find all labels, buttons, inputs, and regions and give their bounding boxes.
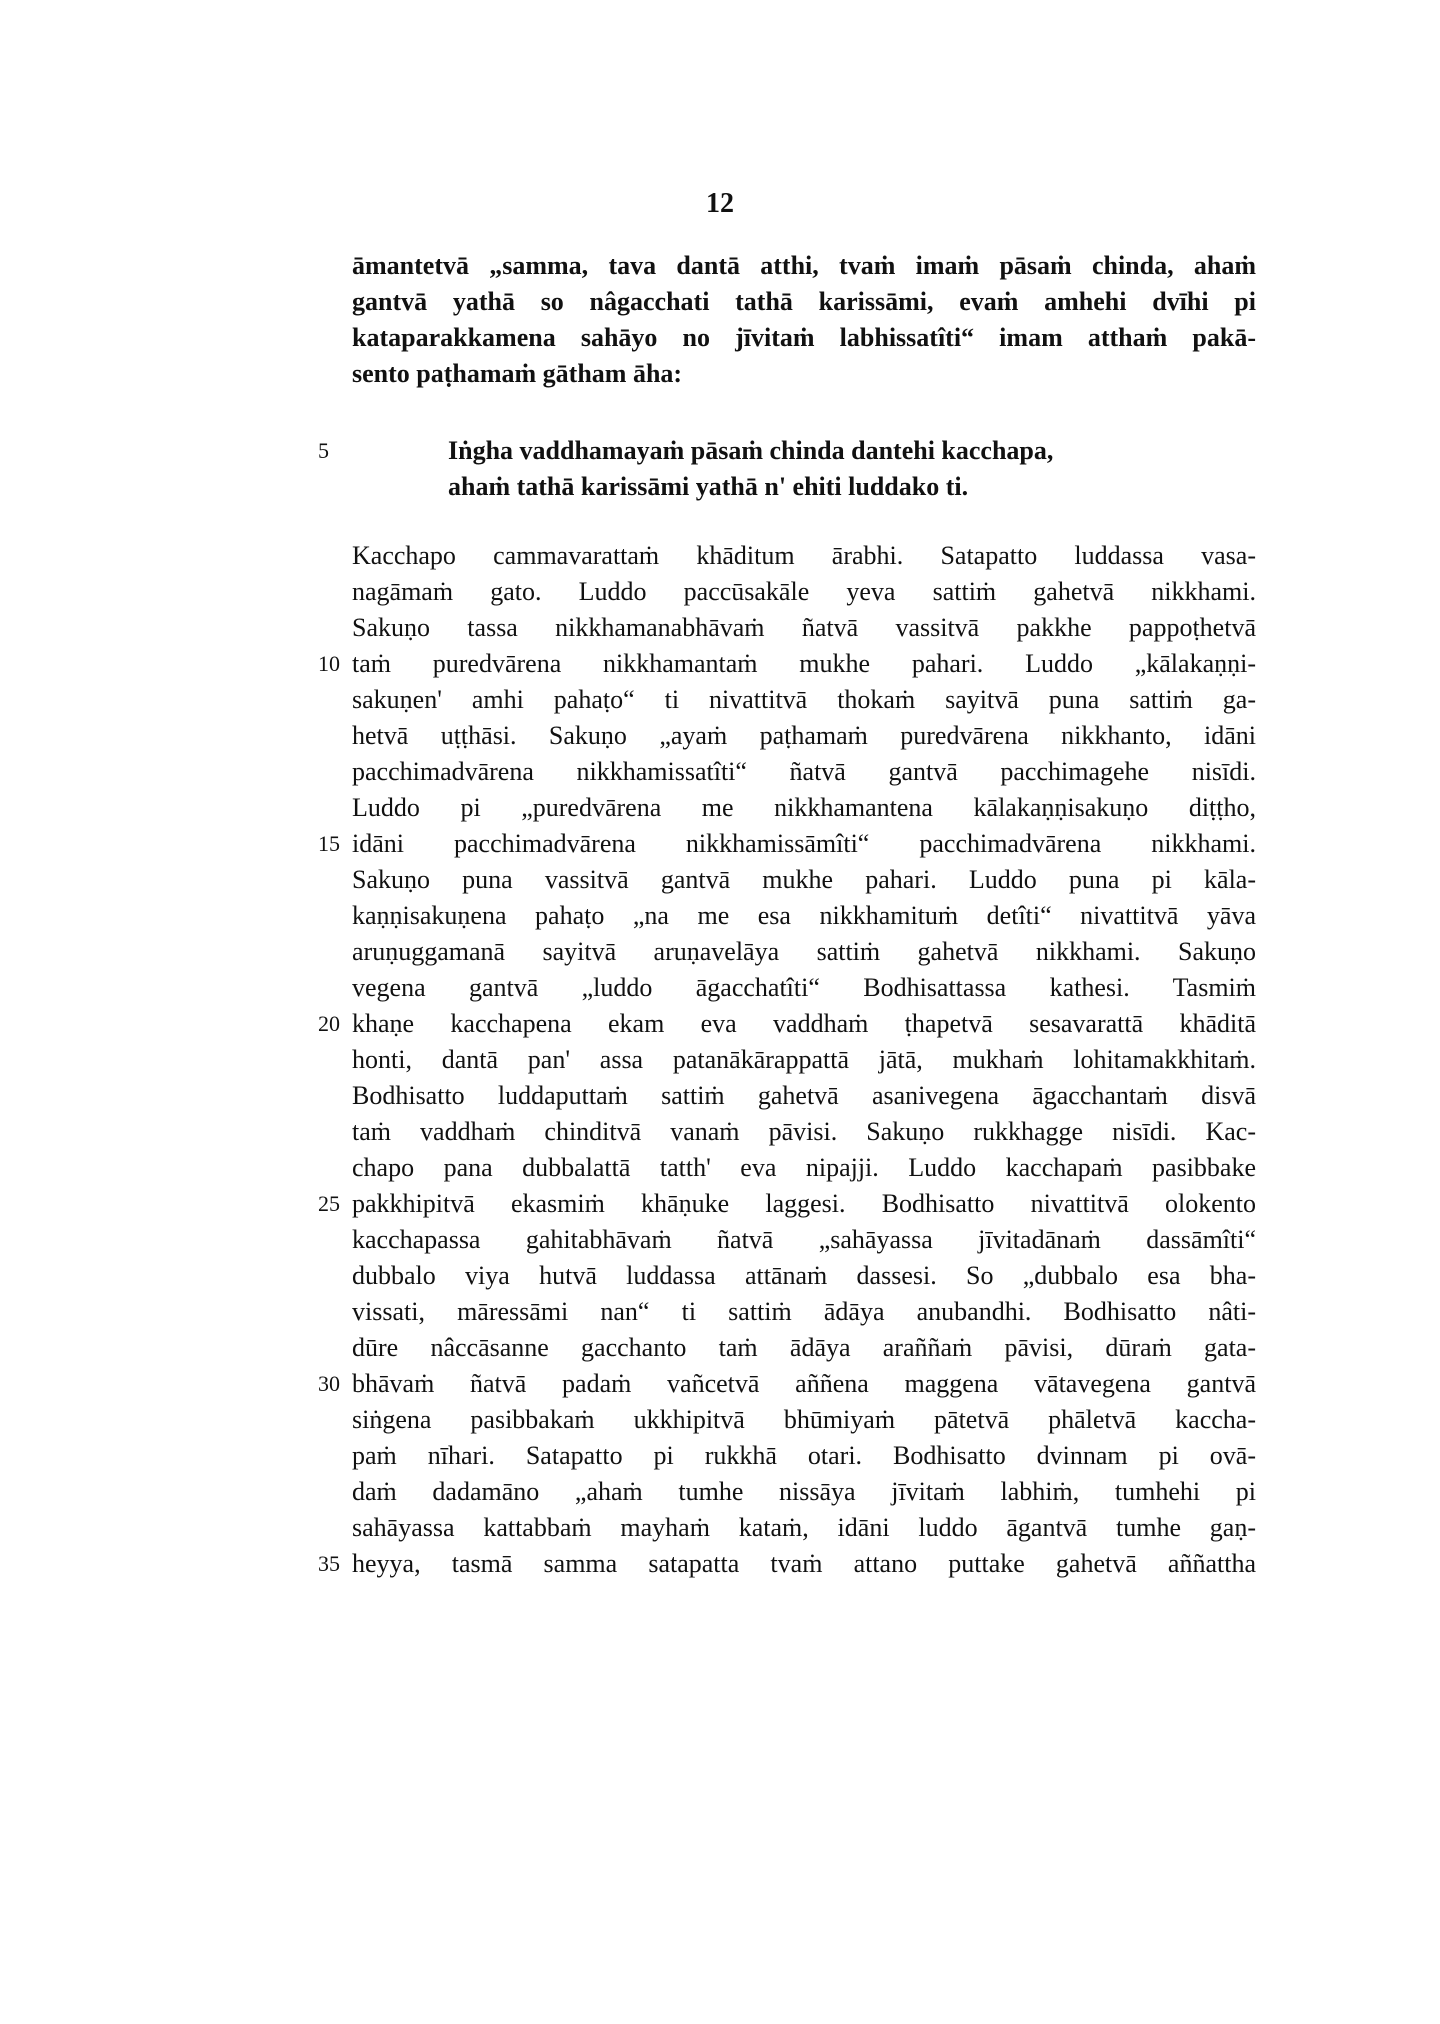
text-line: Luddo pi „puredvārena me nikkhamantena kālakaṇṇisakuṇo diṭṭho,	[352, 793, 1256, 822]
text-line: dubbalo viya hutvā luddassa attānaṁ dassesi. So „dubbalo esa bha-	[352, 1261, 1256, 1290]
main-paragraph	[352, 538, 1256, 1582]
page-number: 12	[706, 188, 734, 219]
intro-paragraph	[352, 248, 1256, 392]
text-line: kacchapassa gahitabhāvaṁ ñatvā „sahāyassa jīvitadānaṁ dassāmîti“	[352, 1225, 1256, 1254]
text-line: aruṇuggamanā sayitvā aruṇavelāya sattiṁ gahetvā nikkhami. Sakuṇo	[352, 937, 1256, 966]
text-line: pakkhipitvā ekasmiṁ khāṇuke laggesi. Bodhisatto nivattitvā olokento	[352, 1189, 1256, 1218]
line-number-10: 10	[318, 651, 340, 676]
text-line: Kacchapo cammavarattaṁ khāditum ārabhi. Satapatto luddassa vasa-	[352, 541, 1256, 570]
text-line: khaṇe kacchapena ekam eva vaddhaṁ ṭhapetvā sesavarattā khāditā	[352, 1009, 1256, 1038]
text-line: hetvā uṭṭhāsi. Sakuṇo „ayaṁ paṭhamaṁ puredvārena nikkhanto, idāni	[352, 721, 1256, 750]
verse-line: ahaṁ tathā karissāmi yathā n' ehiti luddako ti.	[448, 472, 969, 501]
text-line: heyya, tasmā samma satapatta tvaṁ attano puttake gahetvā aññattha	[352, 1549, 1256, 1578]
text-line: sakuṇen' amhi pahaṭo“ ti nivattitvā thokaṁ sayitvā puna sattiṁ ga-	[352, 685, 1256, 714]
text-line: bhāvaṁ ñatvā padaṁ vañcetvā aññena maggena vātavegena gantvā	[352, 1369, 1256, 1398]
text-line: pacchimadvārena nikkhamissatîti“ ñatvā gantvā pacchimagehe nisīdi.	[352, 757, 1256, 786]
text-line: kataparakkamena sahāyo no jīvitaṁ labhissatîti“ imam atthaṁ pakā-	[352, 323, 1256, 352]
text-line: daṁ dadamāno „ahaṁ tumhe nissāya jīvitaṁ labhiṁ, tumhehi pi	[352, 1477, 1256, 1506]
verse-line: Iṅgha vaddhamayaṁ pāsaṁ chinda dantehi kacchapa,	[448, 436, 1054, 465]
text-line: kaṇṇisakuṇena pahaṭo „na me esa nikkhamituṁ detîti“ nivattitvā yāva	[352, 901, 1256, 930]
text-line: taṁ puredvārena nikkhamantaṁ mukhe pahari. Luddo „kālakaṇṇi-	[352, 649, 1256, 678]
text-line: vegena gantvā „luddo āgacchatîti“ Bodhisattassa kathesi. Tasmiṁ	[352, 973, 1256, 1002]
text-line: sento paṭhamaṁ gātham āha:	[352, 359, 683, 388]
text-line: gantvā yathā so nâgacchati tathā karissāmi, evaṁ amhehi dvīhi pi	[352, 287, 1256, 316]
text-line: Sakuṇo puna vassitvā gantvā mukhe pahari. Luddo puna pi kāla-	[352, 865, 1256, 894]
text-line: paṁ nīhari. Satapatto pi rukkhā otari. Bodhisatto dvinnam pi ovā-	[352, 1441, 1256, 1470]
text-line: idāni pacchimadvārena nikkhamissāmîti“ pacchimadvārena nikkhami.	[352, 829, 1256, 858]
line-number-35: 35	[318, 1551, 340, 1576]
text-line: chapo pana dubbalattā tatth' eva nipajji. Luddo kacchapaṁ pasibbake	[352, 1153, 1256, 1182]
line-number-20: 20	[318, 1011, 340, 1036]
line-number-15: 15	[318, 831, 340, 856]
line-number-30: 30	[318, 1371, 340, 1396]
text-line: vissati, māressāmi nan“ ti sattiṁ ādāya anubandhi. Bodhisatto nâti-	[352, 1297, 1256, 1326]
text-line: Bodhisatto luddaputtaṁ sattiṁ gahetvā asanivegena āgacchantaṁ disvā	[352, 1081, 1256, 1110]
text-line: Sakuṇo tassa nikkhamanabhāvaṁ ñatvā vassitvā pakkhe pappoṭhetvā	[352, 613, 1256, 642]
text-line: siṅgena pasibbakaṁ ukkhipitvā bhūmiyaṁ pātetvā phāletvā kaccha-	[352, 1405, 1256, 1434]
verse-block	[448, 433, 1168, 505]
text-line: āmantetvā „samma, tava dantā atthi, tvaṁ imaṁ pāsaṁ chinda, ahaṁ	[352, 251, 1256, 280]
text-line: nagāmaṁ gato. Luddo paccūsakāle yeva sattiṁ gahetvā nikkhami.	[352, 577, 1256, 606]
text-line: taṁ vaddhaṁ chinditvā vanaṁ pāvisi. Sakuṇo rukkhagge nisīdi. Kac-	[352, 1117, 1256, 1146]
text-line: dūre nâccāsanne gacchanto taṁ ādāya araññaṁ pāvisi, dūraṁ gata-	[352, 1333, 1256, 1362]
line-number-25: 25	[318, 1191, 340, 1216]
text-line: sahāyassa kattabbaṁ mayhaṁ kataṁ, idāni luddo āgantvā tumhe gaṇ-	[352, 1513, 1256, 1542]
text-line: honti, dantā pan' assa patanākārappattā jātā, mukhaṁ lohitamakkhitaṁ.	[352, 1045, 1256, 1074]
line-number-5: 5	[318, 438, 329, 463]
